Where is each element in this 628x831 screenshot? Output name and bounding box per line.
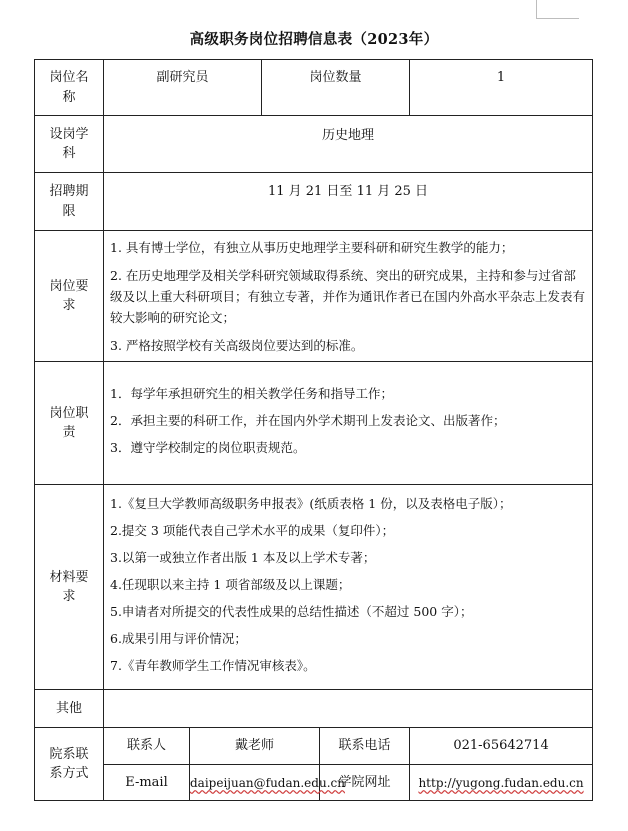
contact-person-value: 戴老师 — [190, 728, 320, 765]
duty-item: 3．遵守学校制定的岗位职责规范。 — [110, 439, 306, 455]
duties-content — [104, 362, 593, 485]
material-item: 3.以第一或独立作者出版 1 本及以上学术专著； — [110, 549, 376, 565]
discipline-value: 历史地理 — [104, 116, 593, 173]
requirement-item: 2. 在历史地理学及相关学科研究领域取得系统、突出的研究成果，主持和参与过省部级及以上重大科研项目；有独立专著，并作为通讯作者已在国内外高水平杂志上发表有较大影响的研究论文； — [110, 267, 586, 325]
website-label: 学院网址 — [320, 765, 410, 801]
row-contact-web — [35, 765, 593, 801]
contact-label: 院系联 系方式 — [35, 728, 104, 801]
contact-phone-label: 联系电话 — [320, 728, 410, 765]
requirements-content — [104, 231, 593, 362]
duties-label: 岗位职 责 — [35, 362, 104, 485]
website-link[interactable]: http://yugong.fudan.edu.cn — [418, 775, 584, 790]
material-item: 5.申请者对所提交的代表性成果的总结性描述（不超过 500 字）； — [110, 603, 473, 619]
contact-phone-value: 021-65642714 — [410, 728, 593, 765]
requirements-label: 岗位要 求 — [35, 231, 104, 362]
email-value[interactable] — [190, 765, 345, 801]
position-count-label: 岗位数量 — [262, 60, 410, 116]
email-label: E-mail — [104, 765, 190, 801]
material-item: 6.成果引用与评价情况； — [110, 630, 247, 646]
material-item: 2.提交 3 项能代表自己学术水平的成果（复印件）； — [110, 522, 395, 538]
row-other — [35, 690, 593, 728]
position-count-value: 1 — [410, 60, 593, 116]
row-duties — [35, 362, 593, 485]
document-title: 高级职务岗位招聘信息表（2023年） — [189, 31, 439, 48]
period-value: 11 月 21 日至 11 月 25 日 — [104, 173, 593, 231]
recruitment-info-table — [34, 59, 593, 801]
row-contact-person — [35, 728, 593, 765]
row-position — [35, 60, 593, 116]
row-requirements — [35, 231, 593, 362]
email-link[interactable]: daipeijuan@fudan.edu.cn — [190, 775, 345, 790]
page-corner-mark — [536, 0, 579, 19]
requirement-item: 3. 严格按照学校有关高级岗位要达到的标准。 — [110, 337, 364, 353]
row-period — [35, 173, 593, 231]
material-item: 4.任现职以来主持 1 项省部级及以上课题； — [110, 576, 351, 592]
requirement-item: 1. 具有博士学位，有独立从事历史地理学主要科研和研究生教学的能力； — [110, 239, 514, 255]
material-item: 1.《复旦大学教师高级职务申报表》(纸质表格 1 份，以及表格电子版）； — [110, 495, 512, 511]
row-discipline — [35, 116, 593, 173]
discipline-label: 设岗学 科 — [35, 116, 104, 173]
contact-person-label: 联系人 — [104, 728, 190, 765]
materials-label: 材料要 求 — [35, 485, 104, 690]
row-materials — [35, 485, 593, 690]
other-label: 其他 — [35, 690, 104, 728]
position-label: 岗位名 称 — [35, 60, 104, 116]
materials-content — [104, 485, 593, 690]
duty-item: 1．每学年承担研究生的相关教学任务和指导工作； — [110, 385, 393, 401]
duty-item: 2．承担主要的科研工作，并在国内外学术期刊上发表论文、出版著作； — [110, 412, 506, 428]
other-value — [104, 690, 593, 728]
material-item: 7.《青年教师学生工作情况审核表》。 — [110, 657, 316, 673]
website-value[interactable] — [410, 765, 593, 801]
position-value: 副研究员 — [104, 60, 262, 116]
period-label: 招聘期 限 — [35, 173, 104, 231]
